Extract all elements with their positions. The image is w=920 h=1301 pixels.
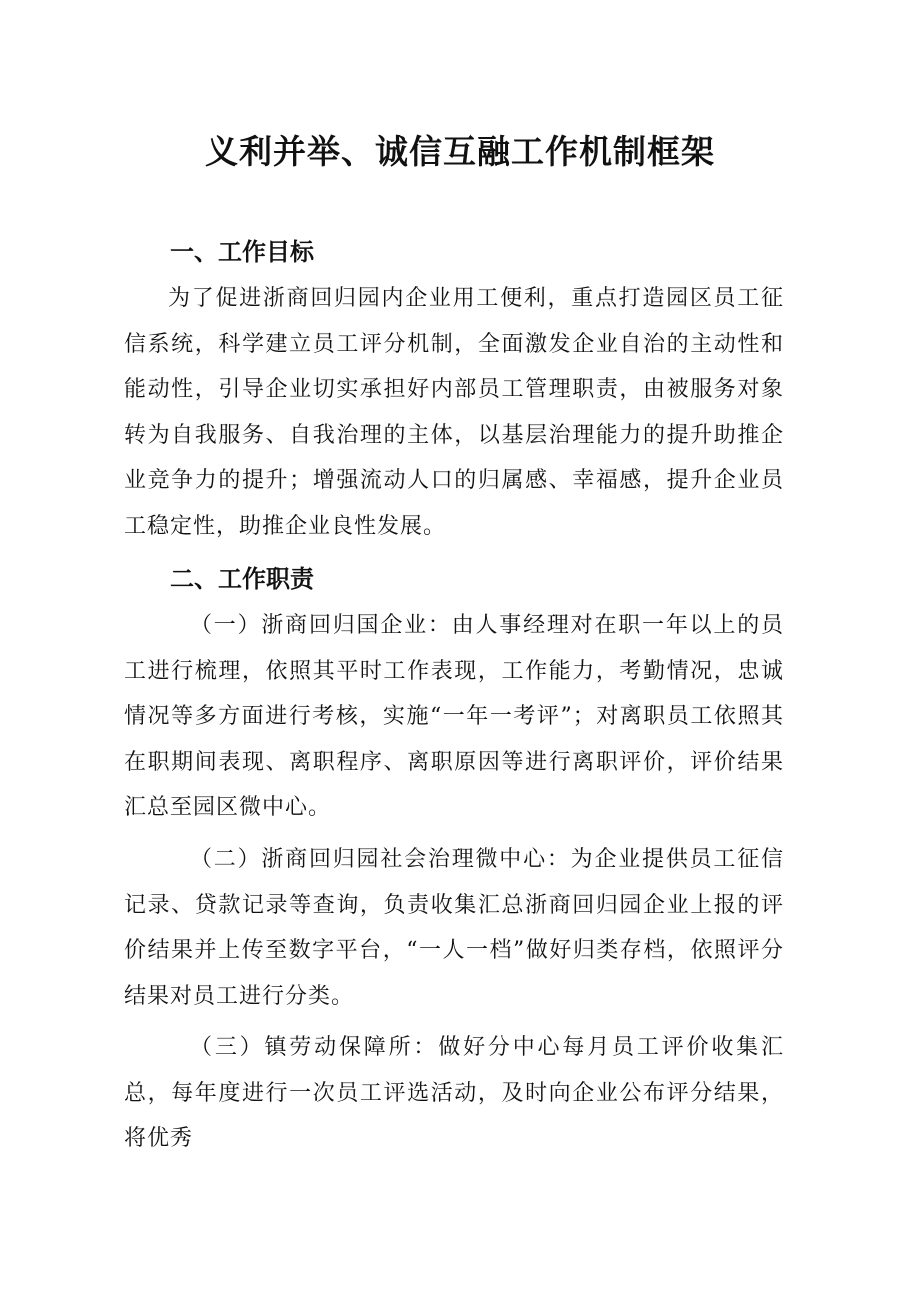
document-title: 义利并举、诚信互融工作机制框架 <box>205 132 715 171</box>
duty-paragraph-labor-office: （三）镇劳动保障所：做好分中心每月员工评价收集汇总，每年度进行一次员工评选活动，及时向企业公布评分结果，将优秀 <box>124 1035 784 1151</box>
section-heading-goals: 一、工作目标 <box>170 238 314 266</box>
goals-paragraph: 为了促进浙商回归园内企业用工便利，重点打造园区员工征信系统，科学建立员工评分机制，全面激发企业自治的主动性和能动性，引导企业切实承担好内部员工管理职责，由被服务对象转为自我服务、自我治理的主体，以基层治理能力的提升助推企业竞争力的提升；增强流动人口的归属感、幸福感，提升企业员工稳定性，助推企业良性发展。 <box>124 286 784 539</box>
duty-paragraph-enterprise: （一）浙商回归国企业：由人事经理对在职一年以上的员工进行梳理，依照其平时工作表现，工作能力，考勤情况，忠诚情况等多方面进行考核，实施“一年一考评”；对离职员工依照其在职期间表现、离职程序、离职原因等进行离职评价，评价结果汇总至园区微中心。 <box>124 613 784 820</box>
section-heading-duties: 二、工作职责 <box>170 565 314 593</box>
duty-paragraph-micro-center: （二）浙商回归园社会治理微中心：为企业提供员工征信记录、贷款记录等查询，负责收集汇总浙商回归园企业上报的评价结果并上传至数字平台，“一人一档”做好归类存档，依照评分结果对员工进行分类。 <box>124 847 784 1009</box>
